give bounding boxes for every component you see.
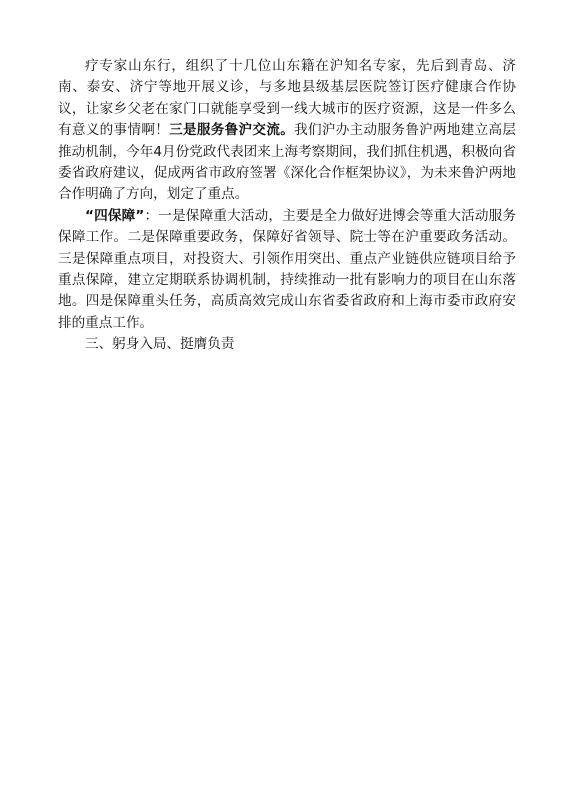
section-heading-four-guarantees: “四保障” [85, 207, 145, 224]
document-body [58, 56, 516, 356]
paragraph-text: 我们沪办主动服务鲁沪两地建立高层推动机制，今年4月份党政代表团来上海考察期间，我们抓住机遇，积极向省委省政府建议，促成两省市政府签署《深化合作框架协议》，为未来鲁沪两地合作明确了方向，划定了重点。 [58, 122, 517, 203]
paragraph-text: 疗专家山东行，组织了十几位山东籍在沪知名专家，先后到青岛、济南、泰安、济宁等地开展义诊，与多地县级基层医院签订医疗健康合作协议，让家乡父老在家门口就能享受到一线大城市的医疗资源，这是一件多么有意义的事情啊！ [58, 58, 516, 139]
section-heading-service-exchange: 三是服务鲁沪交流。 [169, 122, 295, 139]
section-heading-part-three: 三、躬身入局、挺膺负责 [85, 336, 235, 353]
paragraph-text: ：一是保障重大活动，主要是全力做好进博会等重大活动服务保障工作。二是保障重要政务，保障好省领导、院士等在沪重要政务活动。三是保障重点项目，对投资大、引领作用突出、重点产业链供应链项目给予重点保障，建立定期联系协调机制，持续推动一批有影响力的项目在山东落地。四是保障重头任务，高质高效完成山东省委省政府和上海市委市政府安排的重点工作。 [58, 207, 516, 331]
paragraph-medical-exchange [58, 56, 516, 206]
paragraph-four-guarantees [58, 206, 516, 334]
